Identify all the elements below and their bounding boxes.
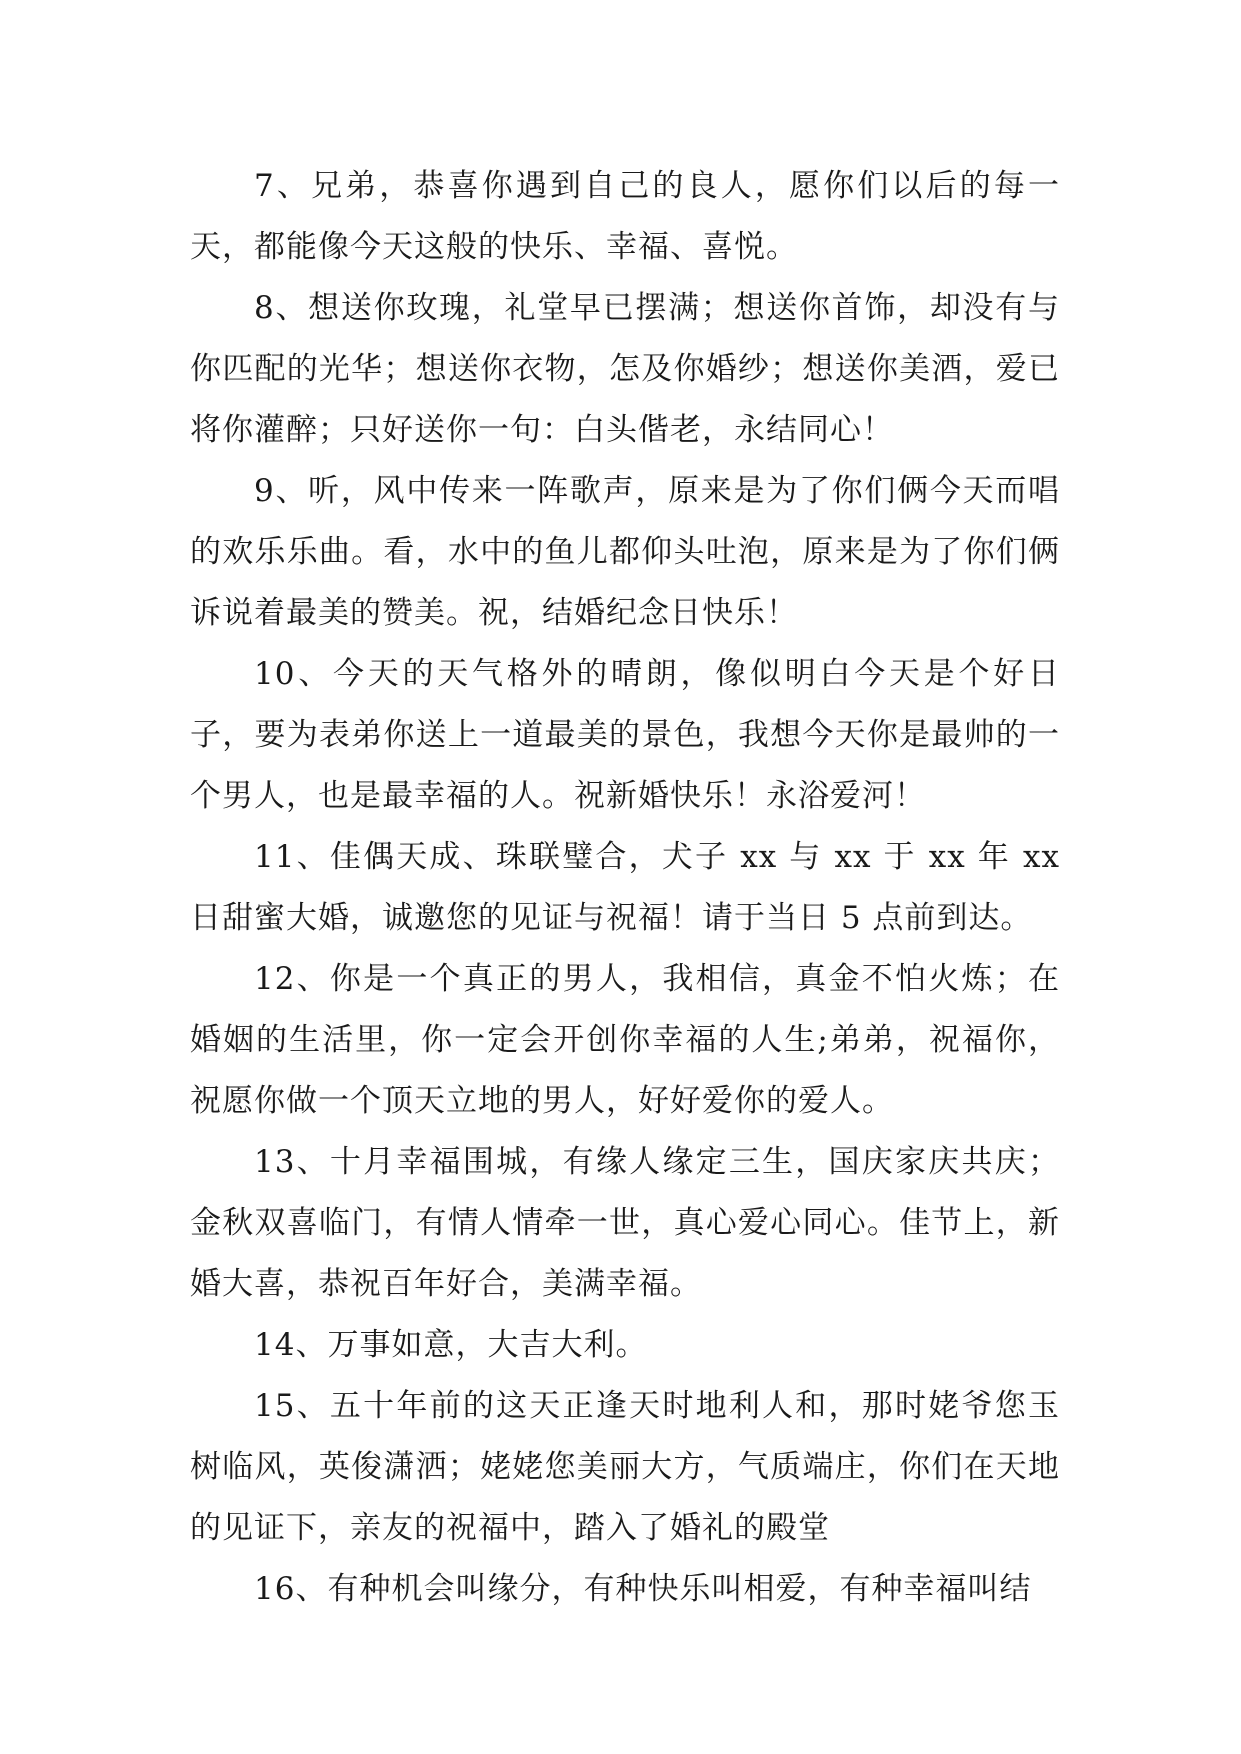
document-body xyxy=(190,156,1060,1620)
paragraph-10: 10、今天的天气格外的晴朗，像似明白今天是个好日子，要为表弟你送上一道最美的景色，我想今天你是最帅的一个男人，也是最幸福的人。祝新婚快乐！永浴爱河！ xyxy=(190,656,1060,814)
paragraph-8: 8、想送你玫瑰，礼堂早已摆满；想送你首饰，却没有与你匹配的光华；想送你衣物，怎及你婚纱；想送你美酒，爱已将你灌醉；只好送你一句：白头偕老，永结同心！ xyxy=(190,290,1060,448)
paragraph-11: 11、佳偶天成、珠联璧合，犬子 xx 与 xx 于 xx 年 xx 日甜蜜大婚，诚邀您的见证与祝福！请于当日 5 点前到达。 xyxy=(190,839,1060,936)
paragraph-16: 16、有种机会叫缘分，有种快乐叫相爱，有种幸福叫结 xyxy=(254,1571,1032,1607)
paragraph-7: 7、兄弟，恭喜你遇到自己的良人，愿你们以后的每一天，都能像今天这般的快乐、幸福、喜悦。 xyxy=(190,168,1060,265)
paragraph-15: 15、五十年前的这天正逢天时地利人和，那时姥爷您玉树临风，英俊潇洒；姥姥您美丽大方，气质端庄，你们在天地的见证下，亲友的祝福中，踏入了婚礼的殿堂 xyxy=(190,1388,1060,1546)
paragraph-9: 9、听，风中传来一阵歌声，原来是为了你们俩今天而唱的欢乐乐曲。看，水中的鱼儿都仰头吐泡，原来是为了你们俩诉说着最美的赞美。祝，结婚纪念日快乐！ xyxy=(190,473,1060,631)
paragraph-12: 12、你是一个真正的男人，我相信，真金不怕火炼；在婚姻的生活里，你一定会开创你幸福的人生;弟弟，祝福你，祝愿你做一个顶天立地的男人，好好爱你的爱人。 xyxy=(190,961,1060,1119)
paragraph-14: 14、万事如意，大吉大利。 xyxy=(254,1327,648,1363)
paragraph-13: 13、十月幸福围城，有缘人缘定三生，国庆家庆共庆；金秋双喜临门，有情人情牵一世，真心爱心同心。佳节上，新婚大喜，恭祝百年好合，美满幸福。 xyxy=(190,1144,1060,1302)
